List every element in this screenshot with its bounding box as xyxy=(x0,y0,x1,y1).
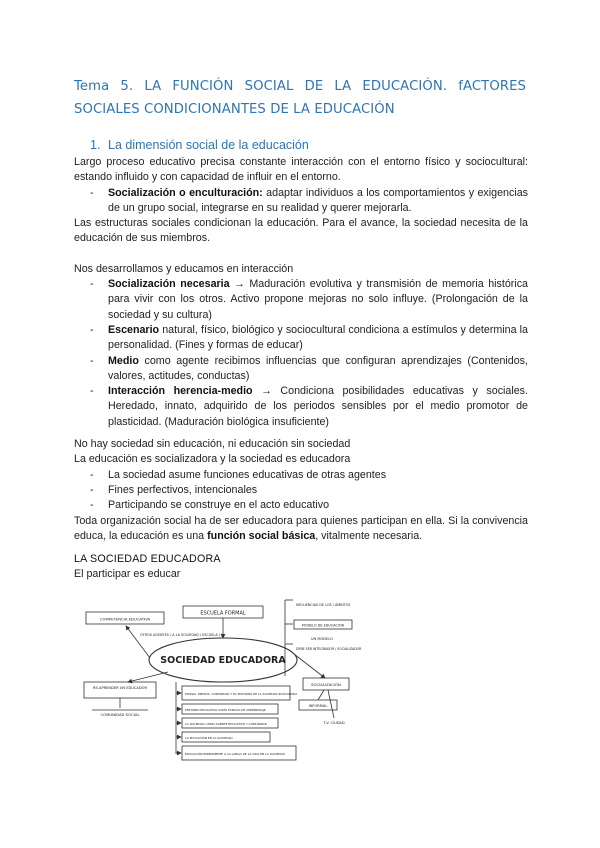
paragraph: La educación es socializadora y la sociedad es educadora xyxy=(74,453,351,466)
section-title: La dimensión social de la educación xyxy=(108,138,309,152)
label-competencia: COMPETENCIA EDUCATIVA xyxy=(99,616,151,622)
concept-diagram xyxy=(78,596,538,766)
term-description: → Maduración evolutiva y transmisión de memoria histórica para vivir con los otros. Activo propone mejoras no solo influye. (Prolongación de la sociedad y su cultura) xyxy=(108,278,528,321)
term: Socialización necesaria xyxy=(108,278,230,291)
paragraph: El participar es educar xyxy=(74,568,181,581)
text-run: , vitalmente necesaria. xyxy=(315,529,423,542)
box-reaprender xyxy=(84,682,156,698)
emphasis: función social básica xyxy=(207,529,316,542)
section-heading xyxy=(90,138,309,152)
list-item: - Fines perfectivos, intencionales xyxy=(74,483,528,498)
label-influencias: INFLUENCIAS DE LOS / ÁMBITOS xyxy=(296,603,351,607)
term-description: → Condiciona posibilidades educativas y sociales. Heredado, innato, adquirido de los periodos sensibles por el medio promotor de plasticidad. (Maduración biológica insuficiente) xyxy=(108,385,528,428)
label-escuela-formal: ESCUELA FORMAL xyxy=(200,610,246,617)
term: Interacción herencia-medio xyxy=(108,385,253,398)
section-number: 1. xyxy=(90,138,101,152)
paragraph: Largo proceso educativo precisa constante interacción con el entorno físico y sociocultural: estando influido y con capacidad de influir en el entorno. xyxy=(74,156,528,184)
paragraph: No hay sociedad sin educación, ni educación sin sociedad xyxy=(74,438,351,451)
list-item: - La sociedad asume funciones educativas de otras agentes xyxy=(74,468,528,483)
diagram-list-item: FAMILIA, MEDIOS, COMUNIDAD Y EL ENTORNO DE LA SOCIEDAD EDUCADORA xyxy=(185,692,298,696)
list-item xyxy=(74,277,528,323)
diagram-svg xyxy=(78,596,538,766)
diagram-list-item: ENTORNO EDUCATIVO COMO ESPACIO DE APRENDIZAJE xyxy=(185,708,266,712)
term: Medio xyxy=(108,354,139,367)
term-description: adaptar individuos a los comportamientos y exigencias de un grupo social, integrarse en su realidad y querer mejorarla. xyxy=(108,186,528,214)
label-comunidad-social: COMUNIDAD SOCIAL xyxy=(100,712,140,717)
label-reaprender: RE-APRENDER UN EDUCADOR xyxy=(93,686,147,690)
term-description: como agente recibimos influencias que configuran aprendizajes (Contenidos, valores, actitudes, conductas) xyxy=(108,354,528,382)
label-un-modelo: UN MODELO xyxy=(310,637,334,641)
diagram-list-item: EDUCACIÓN PERMANENTE A LO LARGO DE LA VIDA EN LA SOCIEDAD xyxy=(185,752,285,756)
subheading: LA SOCIEDAD EDUCADORA xyxy=(74,553,221,566)
paragraph: Nos desarrollamos y educamos en interacción xyxy=(74,262,294,275)
list-item xyxy=(74,384,528,430)
list xyxy=(74,468,528,514)
section-body xyxy=(74,155,528,583)
term: Escenario xyxy=(108,323,160,336)
paragraph xyxy=(74,514,528,545)
term: Socialización o enculturación: xyxy=(108,186,263,199)
list-item xyxy=(74,186,528,217)
label-informal: INFORMAL xyxy=(308,704,328,708)
page-title: Tema 5. LA FUNCIÓN SOCIAL DE LA EDUCACIÓN. fACTORES SOCIALES CONDICIONANTES DE LA EDUCACIÓN xyxy=(74,79,526,117)
diagram-list-item: LA SOCIEDAD COMO AGENTE EDUCATIVO Y COMUNIDAD xyxy=(185,722,267,726)
label-integrador: DEBE SER INTEGRADOR / SOCIALIZADOR xyxy=(296,647,362,651)
list-item: - Participando se construye en el acto educativo xyxy=(74,498,528,513)
text-run: Toda organización social ha de ser educadora para quienes participan en ella. Si la convivencia educa, la educación es una xyxy=(74,514,528,542)
list xyxy=(74,277,528,430)
list-item xyxy=(74,323,528,354)
label-modelo-educacion: MODELO DE EDUCACIÓN xyxy=(301,623,345,628)
paragraph: Las estructuras sociales condicionan la educación. Para el avance, la sociedad necesita de la educación de sus miembros. xyxy=(74,217,528,245)
diagram-list-item: LA EDUCACIÓN EN LA SOCIEDAD xyxy=(185,736,233,740)
label-sociedad-educadora: SOCIEDAD EDUCADORA xyxy=(160,655,286,666)
term-description: natural, físico, biológico y sociocultural condiciona a estímulos y determina la personalidad. (Fines y formas de educar) xyxy=(108,323,528,352)
label-tv-ciudad: T.V. CIUDAD xyxy=(323,721,345,725)
label-socializacion: SOCIALIZACIÓN xyxy=(311,682,341,687)
list xyxy=(74,186,528,217)
list-item xyxy=(74,354,528,385)
label-otros-agentes: OTROS AGENTES / A LA SOCIEDAD / ESCUELA ( ) xyxy=(140,633,223,637)
